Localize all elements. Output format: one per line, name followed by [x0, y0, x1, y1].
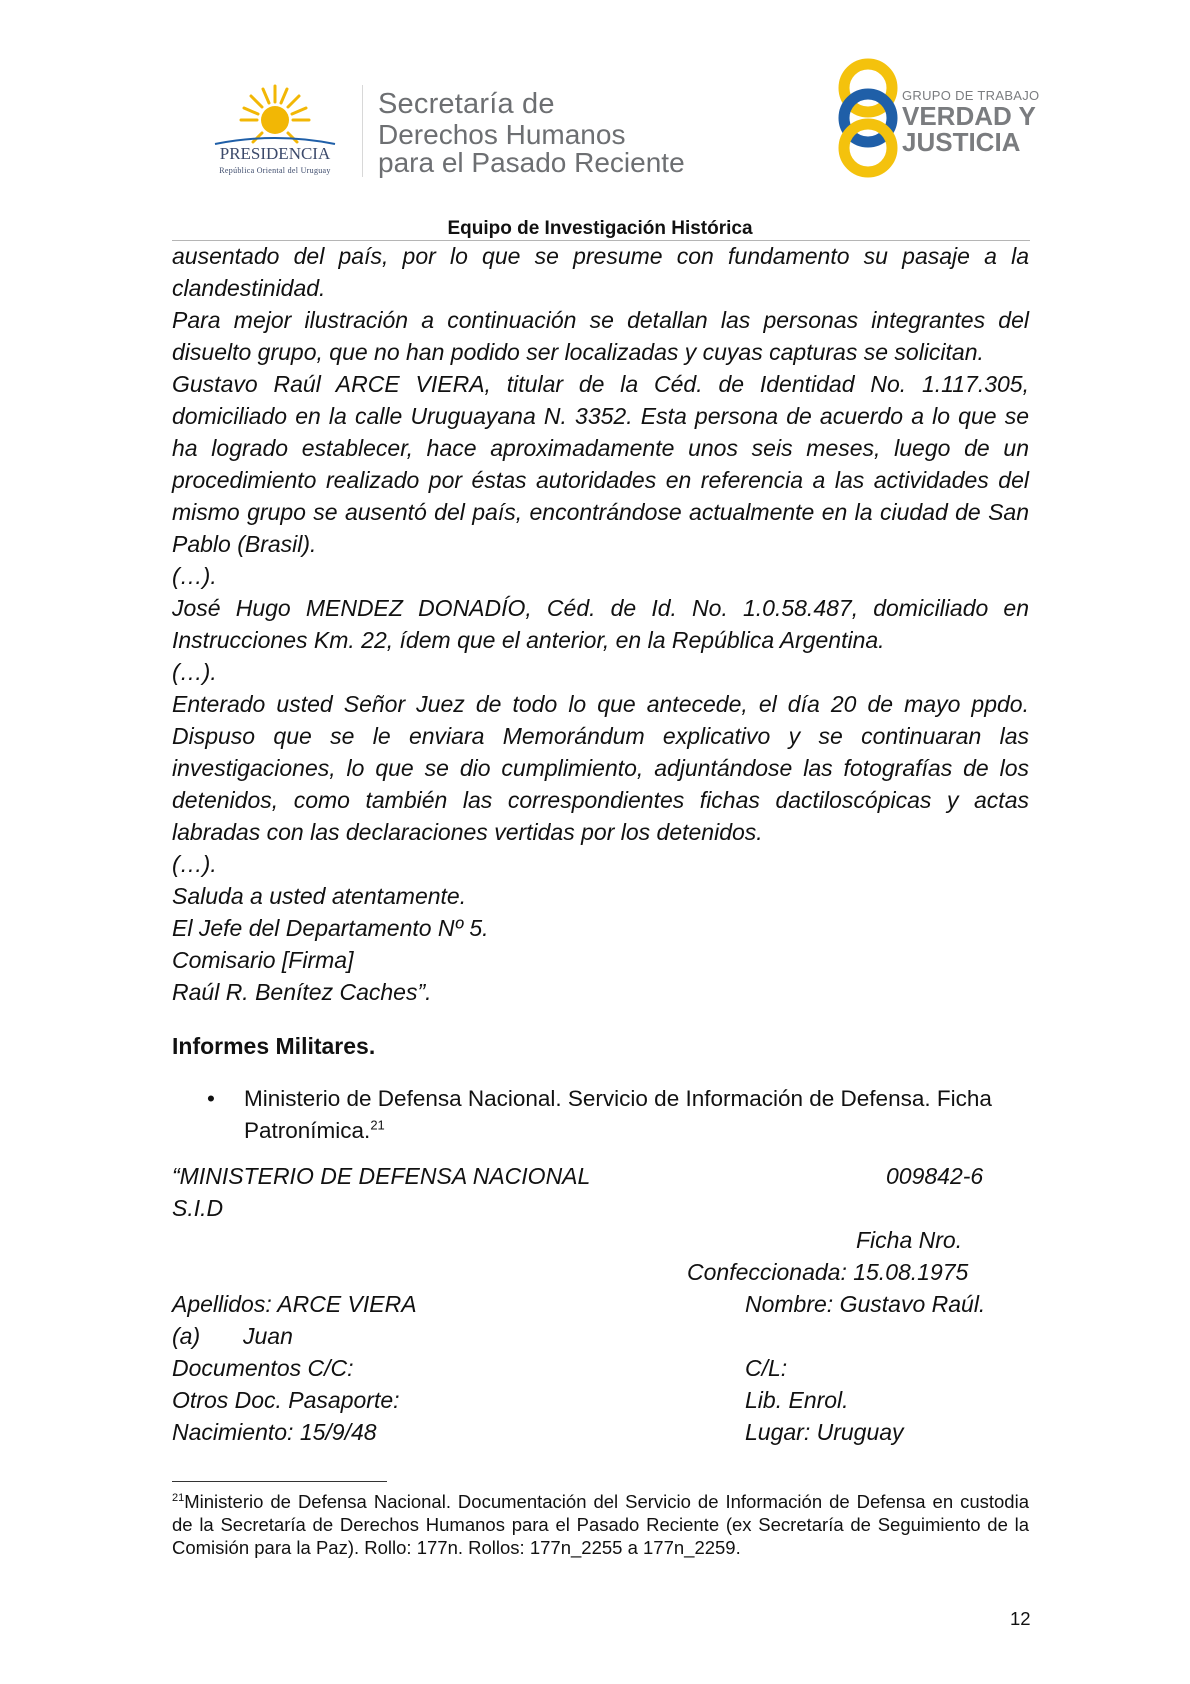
ficha-lib-enrol: Lib. Enrol. — [745, 1387, 849, 1413]
paragraph-ilustracion: Para mejor ilustración a continuación se detallan las personas integrantes del disuelto grupo, que no han podido ser localizadas y cuyas capturas se solicitan. — [172, 307, 1029, 365]
paragraph-enterado: Enterado usted Señor Juez de todo lo que antecede, el día 20 de mayo ppdo. Dispuso que se le enviara Memorándum explicativo y se continuaran las investigaciones, lo que se dio cumplimiento, adjuntándose las fotografías de los detenidos, como también las correspondientes fichas dactiloscópicas y actas labradas con las declaraciones vertidas por los detenidos. — [172, 691, 1029, 845]
ficha-nombre: Nombre: Gustavo Raúl. — [745, 1291, 986, 1317]
footnote-rule — [172, 1481, 387, 1482]
header-divider — [362, 85, 363, 177]
paragraph-clandestinidad: ausentado del país, por lo que se presume con fundamento su pasaje a la clandestinidad. — [172, 243, 1029, 301]
ficha-confeccionada: Confeccionada: 15.08.1975 — [687, 1259, 969, 1285]
ficha-otros-doc: Otros Doc. Pasaporte: — [172, 1387, 400, 1413]
verdad-justicia-logo — [823, 58, 913, 180]
presidencia-logo — [195, 78, 355, 188]
secretaria-line1: Secretaría de — [378, 88, 555, 120]
footnote-text: Ministerio de Defensa Nacional. Documentación del Servicio de Información de Defensa en custodia de la Secretaría de Derechos Humanos para el Pasado Reciente (ex Secretaría de Seguimiento de la Comisión para la Paz). Rollo: 177n. Rollos: 177n_2255 a 177n_2259. — [172, 1491, 1029, 1558]
list-item-text — [244, 1083, 1034, 1147]
grupo-trabajo-line3: JUSTICIA — [902, 127, 1021, 157]
signature-rank: Comisario [Firma] — [172, 947, 354, 973]
grupo-trabajo-line1: GRUPO DE TRABAJO — [902, 88, 1040, 103]
signature-name: Raúl R. Benítez Caches”. — [172, 979, 432, 1005]
paragraph-arce-viera: Gustavo Raúl ARCE VIERA, titular de la Céd. de Identidad No. 1.117.305, domiciliado en la calle Uruguayana N. 3352. Esta persona de acuerdo a lo que se ha logrado establecer, hace aproximadamente unos seis meses, luego de un procedimiento realizado por éstas autoridades en referencia a las actividades del mismo grupo se ausentó del país, encontrándose actualmente en la ciudad de San Pablo (Brasil). — [172, 371, 1029, 557]
section-heading: Informes Militares. — [172, 1033, 376, 1059]
bullet-icon: • — [207, 1086, 215, 1111]
list-item-label: Ministerio de Defensa Nacional. Servicio de Información de Defensa. Ficha Patronímica. — [244, 1086, 992, 1143]
ficha-header-number: 009842-6 — [886, 1163, 984, 1189]
linked-rings-icon — [823, 58, 913, 180]
ficha-alias-value: Juan — [243, 1323, 293, 1349]
ficha-lugar: Lugar: Uruguay — [745, 1419, 904, 1445]
secretaria-line2: Derechos Humanos — [378, 119, 626, 150]
ficha-nacimiento: Nacimiento: 15/9/48 — [172, 1419, 377, 1445]
secretaria-title — [378, 88, 685, 177]
paragraph-mendez-donadio: José Hugo MENDEZ DONADÍO, Céd. de Id. No. 1.0.58.487, domiciliado en Instrucciones Km. 22, ídem que el anterior, en la República Argentina. — [172, 595, 1029, 653]
signature-title: El Jefe del Departamento Nº 5. — [172, 915, 489, 941]
team-heading: Equipo de Investigación Histórica — [447, 218, 753, 239]
closing-salutation: Saluda a usted atentamente. — [172, 883, 467, 909]
ellipsis: (…). — [172, 851, 217, 877]
ellipsis: (…). — [172, 659, 217, 685]
ficha-cl: C/L: — [745, 1355, 788, 1381]
ficha-nro: Ficha Nro. — [856, 1227, 963, 1253]
ficha-documentos: Documentos C/C: — [172, 1355, 354, 1381]
page-number: 12 — [1010, 1608, 1031, 1629]
footnote — [172, 1490, 1029, 1559]
ficha-sid: S.I.D — [172, 1195, 224, 1221]
ficha-header-left: “MINISTERIO DE DEFENSA NACIONAL — [172, 1163, 591, 1189]
footnote-number: 21 — [172, 1491, 185, 1504]
secretaria-line3: para el Pasado Reciente — [378, 147, 685, 178]
ficha-apellidos: Apellidos: ARCE VIERA — [172, 1291, 417, 1317]
ficha-alias-label: (a) — [172, 1323, 201, 1349]
quoted-report-body — [172, 240, 1029, 1008]
ellipsis: (…). — [172, 563, 217, 589]
footnote-ref: 21 — [370, 1117, 385, 1133]
presidencia-subtitle: República Oriental del Uruguay — [219, 166, 331, 175]
presidencia-label: PRESIDENCIA — [219, 144, 331, 163]
grupo-trabajo-line2: VERDAD Y — [902, 101, 1036, 131]
grupo-trabajo-title — [902, 88, 1039, 155]
